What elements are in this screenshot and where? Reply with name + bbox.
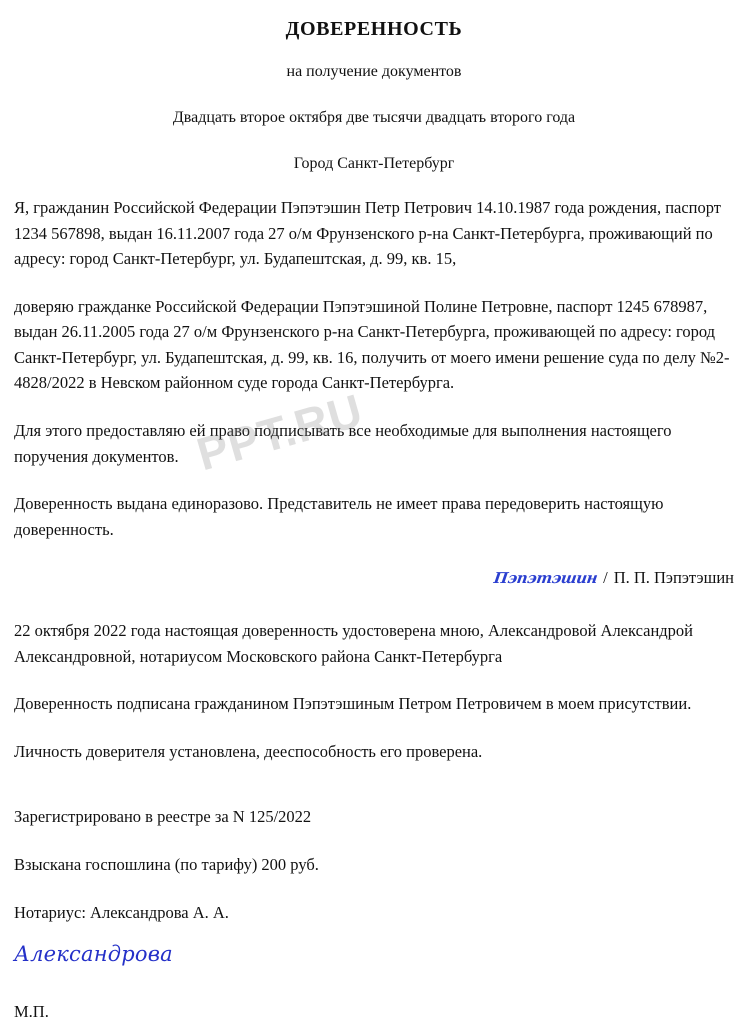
paragraph-representative: доверяю гражданке Российской Федерации Пэпэтэшиной Полине Петровне, паспорт 1245 678987, выдан 26.11.2005 года 27 о/м Фрунзенского р-на Санкт-Петербурга, проживающей по адресу: город Санкт-Петербург, ул. Будапештская, д. 99, кв. 16, получить от моего имени решение суда по делу №2-4828/2022 в Невском районном суде города Санкт-Петербурга. [14,296,730,393]
document-subtitle: на получение документов [286,63,462,80]
notary-handwritten-signature: Александрова [14,941,173,966]
handwritten-signature: Пэпэтэшин [492,569,599,588]
notary-registry: Зарегистрировано в реестре за N 125/2022 [14,807,312,827]
page-title: ДОВЕРЕННОСТЬ [285,18,463,40]
signature-printed-name: П. П. Пэпэтэшин [613,568,734,588]
document-date-written: Двадцать второе октября две тысячи двадцать второго года [172,109,576,126]
signature-block [14,568,734,588]
paragraph-principal: Я, гражданин Российской Федерации Пэпэтэшин Петр Петрович 14.10.1987 года рождения, паспорт 1234 567898, выдан 16.11.2007 года 27 о/м Фрунзенского р-на Санкт-Петербурга, проживающий по адресу: город Санкт-Петербург, ул. Будапештская, д. 99, кв. 15, [14,198,722,269]
seal-mark: М.П. [14,1001,49,1021]
notary-fee: Взыскана госпошлина (по тарифу) 200 руб. [14,855,319,874]
signature-separator: / [603,568,608,588]
paragraph-no-substitution: Доверенность выдана единоразово. Представитель не имеет права передоверить настоящую доверенность. [14,494,664,539]
notary-identity-verified: Личность доверителя установлена, дееспособность его проверена. [14,741,483,761]
paragraph-rights: Для этого предоставляю ей право подписывать все необходимые для выполнения настоящего поручения документов. [14,420,672,466]
notary-name-line: Нотариус: Александрова А. А. [14,902,229,922]
document-city: Город Санкт-Петербург [293,155,455,172]
watermark-ppt-ru: PPT.RU [191,383,369,481]
notary-signed-in-presence: Доверенность подписана гражданином Пэпэтэшиным Петром Петровичем в моем присутствии. [14,694,692,714]
notary-certification: 22 октября 2022 года настоящая доверенность удостоверена мною, Александровой Александрой Александровной, нотариусом Московского района Санкт-Петербурга [14,621,694,666]
